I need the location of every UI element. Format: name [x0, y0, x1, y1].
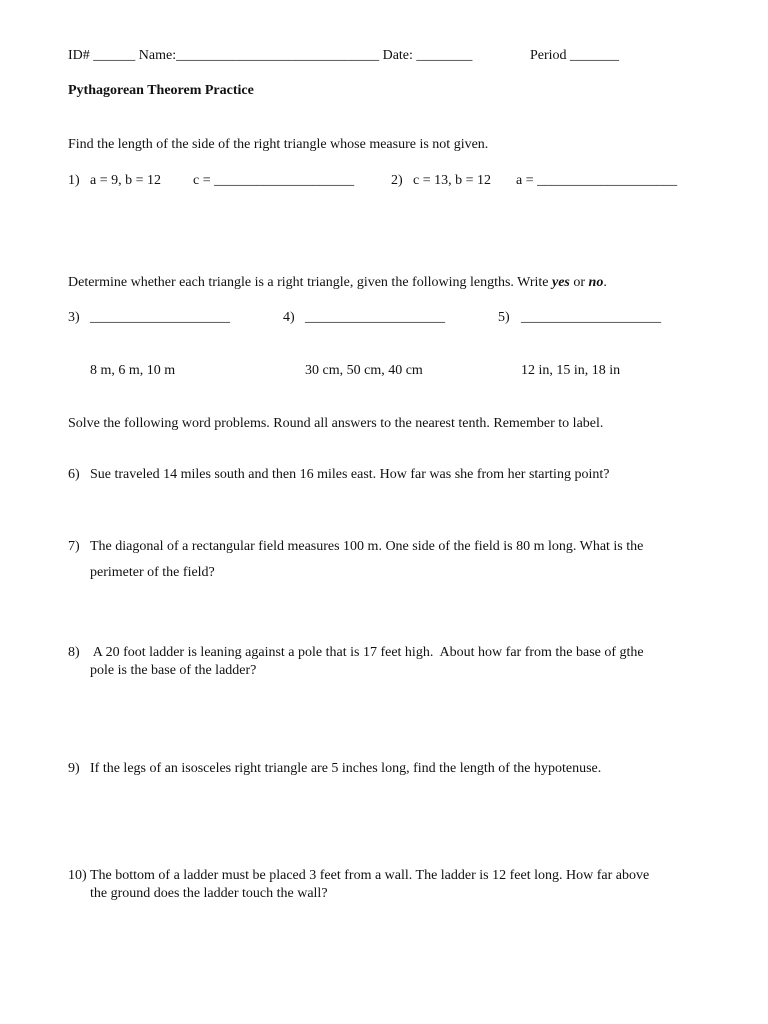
q2-given: c = 13, b = 12 [413, 173, 492, 188]
q5-answer-blank: ____________________ [521, 310, 661, 325]
q3-number: 3) [68, 310, 80, 325]
q1-number: 1) [68, 173, 80, 188]
q1-given: a = 9, b = 12 [90, 173, 162, 188]
section1-instruction: Find the length of the side of the right triangle whose measure is not given. [68, 137, 489, 152]
q1-answer-blank: c = ____________________ [193, 173, 355, 188]
q6-number: 6) [68, 467, 80, 482]
q4-lengths: 30 cm, 50 cm, 40 cm [305, 363, 423, 378]
q3-answer-blank: ____________________ [90, 310, 230, 325]
q8-line1: A 20 foot ladder is leaning against a pole that is 17 feet high. About how far from the base of gthe [90, 645, 644, 660]
period-field: Period _______ [530, 48, 620, 63]
q5-lengths: 12 in, 15 in, 18 in [521, 363, 621, 378]
q10-line2: the ground does the ladder touch the wall? [90, 886, 328, 901]
yes-word: yes [551, 275, 570, 290]
q8-number: 8) [68, 645, 80, 660]
q4-answer-blank: ____________________ [305, 310, 445, 325]
q2-answer-blank: a = ____________________ [516, 173, 678, 188]
q10-line1: The bottom of a ladder must be placed 3 feet from a wall. The ladder is 12 feet long. How far above [90, 868, 650, 883]
q7-line2: perimeter of the field? [90, 565, 215, 580]
header-fields: ID# ______ Name:_____________________________ Date: ________ [68, 48, 473, 63]
q2-number: 2) [391, 173, 403, 188]
q8-line2: pole is the base of the ladder? [90, 663, 257, 678]
instruction-period: . [603, 275, 607, 290]
no-word: no [588, 275, 604, 290]
section2-instruction-text: Determine whether each triangle is a right triangle, given the following lengths. Write [68, 275, 552, 290]
q7-line1: The diagonal of a rectangular field measures 100 m. One side of the field is 80 m long. What is the [90, 539, 644, 554]
q9-text: If the legs of an isosceles right triangle are 5 inches long, find the length of the hypotenuse. [90, 761, 602, 776]
q4-number: 4) [283, 310, 295, 325]
q10-number: 10) [68, 868, 87, 883]
q3-lengths: 8 m, 6 m, 10 m [90, 363, 176, 378]
worksheet-title: Pythagorean Theorem Practice [68, 83, 254, 98]
q5-number: 5) [498, 310, 510, 325]
section2-instruction [68, 274, 607, 292]
q9-number: 9) [68, 761, 80, 776]
q7-number: 7) [68, 539, 80, 554]
section3-instruction: Solve the following word problems. Round all answers to the nearest tenth. Remember to label. [68, 416, 604, 431]
q6-text: Sue traveled 14 miles south and then 16 miles east. How far was she from her starting point? [90, 467, 610, 482]
or-word: or [569, 275, 589, 290]
